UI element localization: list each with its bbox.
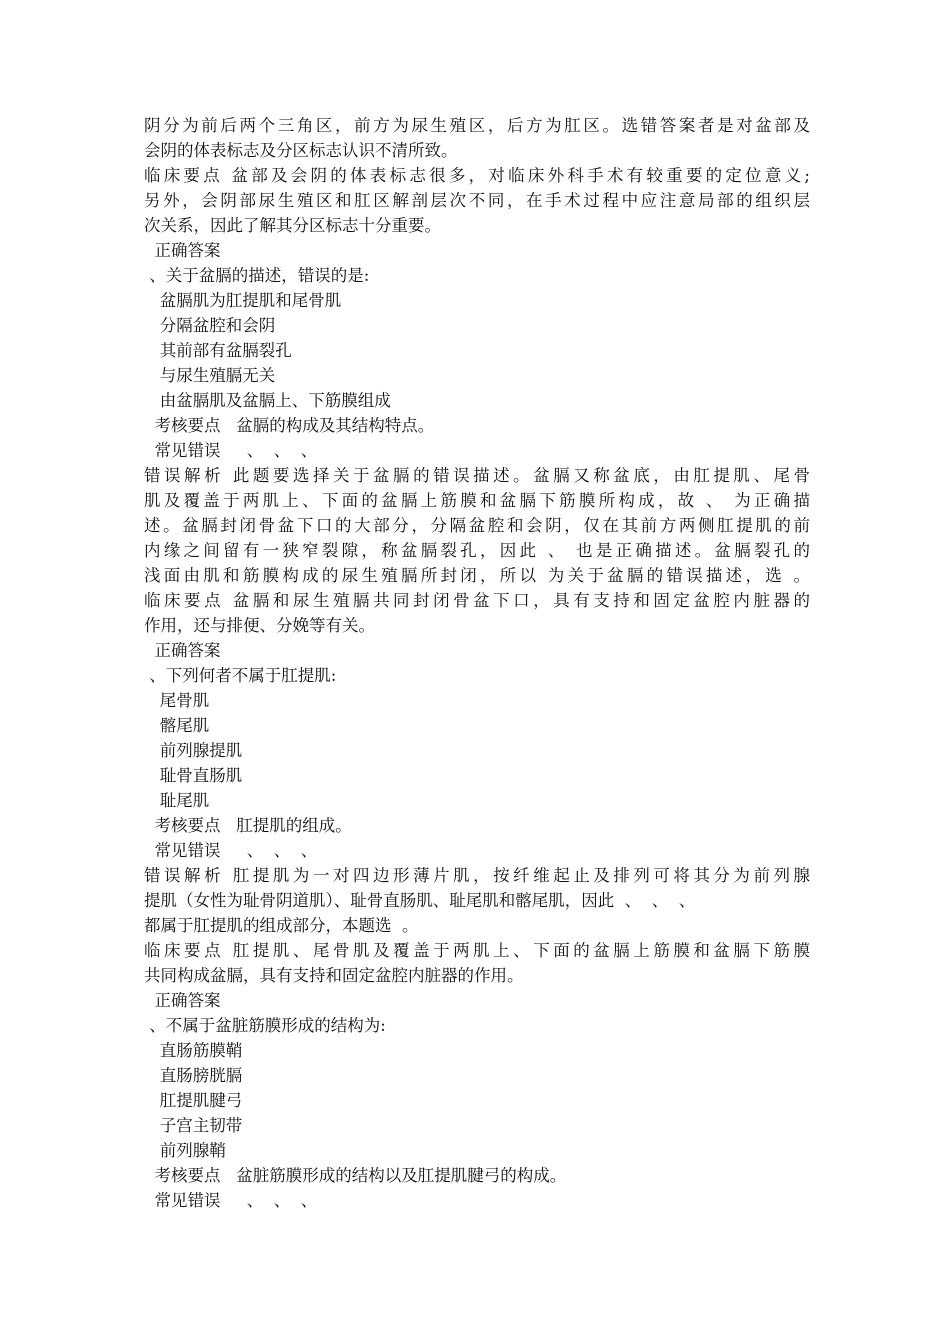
text-line: 、不属于盆脏筋膜形成的结构为:: [144, 1016, 386, 1035]
text-line: 考核要点 肛提肌的组成。: [144, 816, 352, 835]
text-line: 、下列何者不属于肛提肌:: [144, 666, 337, 685]
text-line: 分隔盆腔和会阴: [144, 316, 276, 335]
text-line: 常见错误 、 、 、: [144, 1191, 318, 1210]
text-line: 正确答案: [144, 641, 221, 660]
text-line: 次关系，因此了解其分区标志十分重要。: [144, 216, 441, 235]
text-line: 其前部有盆膈裂孔: [144, 341, 292, 360]
text-line: 盆膈肌为肛提肌和尾骨肌: [144, 291, 342, 310]
text-line: 共同构成盆膈，具有支持和固定盆腔内脏器的作用。: [144, 966, 524, 985]
text-line: 作用，还与排便、分娩等有关。: [144, 616, 375, 635]
text-line: 耻骨直肠肌: [144, 766, 243, 785]
document-body: [144, 113, 810, 1213]
text-line: 临床要点 盆部及会阴的体表标志很多，对临床外科手术有较重要的定位意义;: [144, 166, 810, 185]
text-line: 子宫主韧带: [144, 1116, 243, 1135]
text-line: 前列腺提肌: [144, 741, 243, 760]
text-line: 正确答案: [144, 241, 221, 260]
text-line: 耻尾肌: [144, 791, 210, 810]
text-line: 直肠膀胱膈: [144, 1066, 243, 1085]
text-line: 肛提肌腱弓: [144, 1091, 243, 1110]
text-line: 正确答案: [144, 991, 221, 1010]
text-line: 尾骨肌: [144, 691, 210, 710]
text-line: 提肌（女性为耻骨阴道肌）、耻骨直肠肌、耻尾肌和髂尾肌，因此 、 、 、: [144, 891, 696, 910]
text-line: 常见错误 、 、 、: [144, 441, 318, 460]
text-line: 直肠筋膜鞘: [144, 1041, 243, 1060]
text-line: 与尿生殖膈无关: [144, 366, 276, 385]
text-line: 错误解析 此题要选择关于盆膈的错误描述。盆膈又称盆底，由肛提肌、尾骨: [144, 466, 810, 485]
text-line: 常见错误 、 、 、: [144, 841, 318, 860]
text-line: 述。盆膈封闭骨盆下口的大部分，分隔盆腔和会阴，仅在其前方两侧肛提肌的前: [144, 516, 810, 535]
text-line: 髂尾肌: [144, 716, 210, 735]
text-line: 由盆膈肌及盆膈上、下筋膜组成: [144, 391, 391, 410]
text-line: 会阴的体表标志及分区标志认识不清所致。: [144, 141, 458, 160]
text-line: 、关于盆膈的描述，错误的是:: [144, 266, 370, 285]
text-line: 阴分为前后两个三角区，前方为尿生殖区，后方为肛区。选错答案者是对盆部及: [144, 116, 810, 135]
text-line: 临床要点 肛提肌、尾骨肌及覆盖于两肌上、下面的盆膈上筋膜和盆膈下筋膜: [144, 941, 810, 960]
text-line: 浅面由肌和筋膜构成的尿生殖膈所封闭，所以 为关于盆膈的错误描述，选 。: [144, 566, 810, 585]
text-line: 都属于肛提肌的组成部分，本题选 。: [144, 916, 419, 935]
text-line: 另外，会阴部尿生殖区和肛区解剖层次不同，在手术过程中应注意局部的组织层: [144, 191, 810, 210]
text-line: 考核要点 盆膈的构成及其结构特点。: [144, 416, 435, 435]
text-line: 临床要点 盆膈和尿生殖膈共同封闭骨盆下口，具有支持和固定盆腔内脏器的: [144, 591, 810, 610]
text-line: 内缘之间留有一狭窄裂隙，称盆膈裂孔，因此 、 也是正确描述。盆膈裂孔的: [144, 541, 810, 560]
text-line: 前列腺鞘: [144, 1141, 226, 1160]
text-line: 考核要点 盆脏筋膜形成的结构以及肛提肌腱弓的构成。: [144, 1166, 567, 1185]
text-line: 肌及覆盖于两肌上、下面的盆膈上筋膜和盆膈下筋膜所构成，故 、 为正确描: [144, 491, 810, 510]
text-line: 错误解析 肛提肌为一对四边形薄片肌，按纤维起止及排列可将其分为前列腺: [144, 866, 810, 885]
